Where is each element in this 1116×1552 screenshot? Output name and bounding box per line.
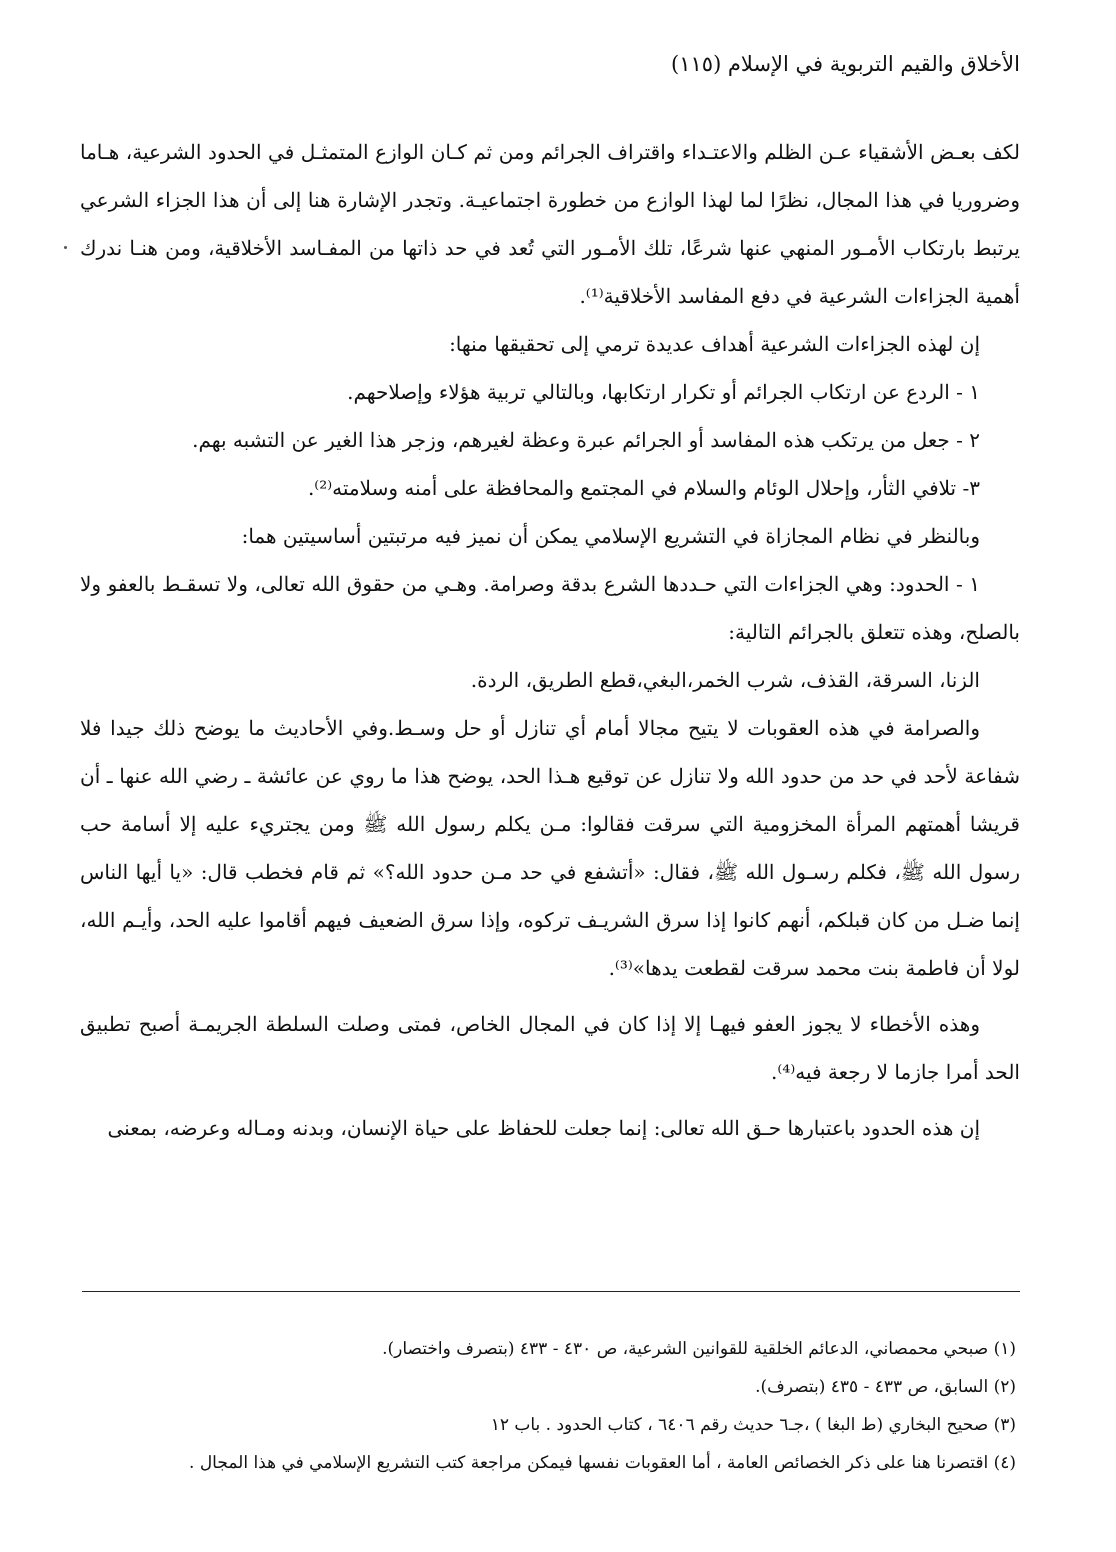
paragraph: ١ - الحدود: وهي الجزاءات التي حـددها الشرع بدقة وصرامة. وهـي من حقوق الله تعالى، ولا تسقـط بالعفو ولا بالصلح، وهذه تتعلق بالجرائم التالية:: [80, 572, 1020, 644]
footnote: (٤) اقتصرنا هنا على ذكر الخصائص العامة ، أما العقوبات نفسها فيمكن مراجعة كتب التشريع الإسلامي في هذا المجال .: [189, 1453, 1016, 1473]
paragraph: وهذه الأخطاء لا يجوز العفو فيهـا إلا إذا كان في المجال الخاص، فمتى وصلت السلطة الجريمـة أصبح تطبيق الحد أمرا جازما لا رجعة فيه⁽⁴⁾.: [80, 1012, 1020, 1084]
list-item: ٣- تلافي الثأر، وإحلال الوئام والسلام في المجتمع والمحافظة على أمنه وسلامته⁽²⁾.: [307, 476, 980, 500]
footnote: (٢) السابق، ص ٤٣٣ - ٤٣٥ (بتصرف).: [755, 1377, 1016, 1397]
paragraph: والصرامة في هذه العقوبات لا يتيح مجالا أمام أي تنازل أو حل وسـط.وفي الأحاديث ما يوضح ذلك جيدا فلا شفاعة لأحد في حد من حدود الله ولا تنازل عن توقيع هـذا الحد، يوضح هذا ما روي عن عائشة ـ رضي الله عنها ـ أن قريشا أهمتهم المرأة المخزومية التي سرقت فقالوا: مـن يكلم رسول الله ﷺ ومن يجتريء عليه إلا أسامة حب رسول الله ﷺ، فكلم رسـول الله ﷺ، فقال: «أتشفع في حد مـن حدود الله؟» ثم قام فخطب قال: «يا أيها الناس إنما ضـل من كان قبلكم، أنهم كانوا إذا سرق الشريـف تركوه، وإذا سرق الضعيف فيهم أقاموا عليه الحد، وأيـم الله، لولا أن فاطمة بنت محمد سرقت لقطعت يدها»⁽³⁾.: [80, 716, 1020, 980]
crimes-list: الزنا، السرقة، القذف، شرب الخمر،البغي،قطع الطريق، الردة.: [470, 668, 980, 692]
paragraph: إن هذه الحدود باعتبارها حـق الله تعالى: إنما جعلت للحفاظ على حياة الإنسان، وبدنه ومـاله وعرضه، بمعنى: [107, 1116, 980, 1140]
list-item: ١ - الردع عن ارتكاب الجرائم أو تكرار ارتكابها، وبالتالي تربية هؤلاء وإصلاحهم.: [347, 380, 980, 404]
footnote: (١) صبحي محمصاني، الدعائم الخلقية للقوانين الشرعية، ص ٤٣٠ - ٤٣٣ (بتصرف واختصار).: [382, 1339, 1016, 1359]
margin-speck: [64, 246, 67, 249]
footnote: (٣) صحيح البخاري (ط البغا ) ،جـ٦ حديث رقم ٦٤٠٦ ، كتاب الحدود . باب ١٢: [490, 1415, 1016, 1435]
paragraph: إن لهذه الجزاءات الشرعية أهداف عديدة ترمي إلى تحقيقها منها:: [449, 332, 980, 356]
list-item: ٢ - جعل من يرتكب هذه المفاسد أو الجرائم عبرة وعظة لغيرهم، وزجر هذا الغير عن التشبه بهم.: [192, 428, 980, 452]
footnotes: [150, 1330, 1016, 1482]
paragraph: وبالنظر في نظام المجازاة في التشريع الإسلامي يمكن أن نميز فيه مرتبتين أساسيتين هما:: [241, 524, 980, 548]
footnote-divider: [82, 1291, 1020, 1292]
main-text: [80, 128, 1020, 1152]
running-header: الأخلاق والقيم التربوية في الإسلام (١١٥): [671, 52, 1020, 76]
paragraph: لكف بعـض الأشقياء عـن الظلم والاعتـداء واقتراف الجرائم ومن ثم كـان الوازع المتمثـل في الحدود الشرعية، هـاما وضروريا في هذا المجال، نظرًا لما لهذا الوازع من خطورة اجتماعيـة. وتجدر الإشارة هنا إلى أن هذا الجزاء الشرعي يرتبط بارتكاب الأمـور المنهي عنها شرعًا، تلك الأمـور التي تُعد في حد ذاتها من المفـاسد الأخلاقية، ومن هنـا ندرك أهمية الجزاءات الشرعية في دفع المفاسد الأخلاقية⁽¹⁾.: [80, 140, 1021, 308]
